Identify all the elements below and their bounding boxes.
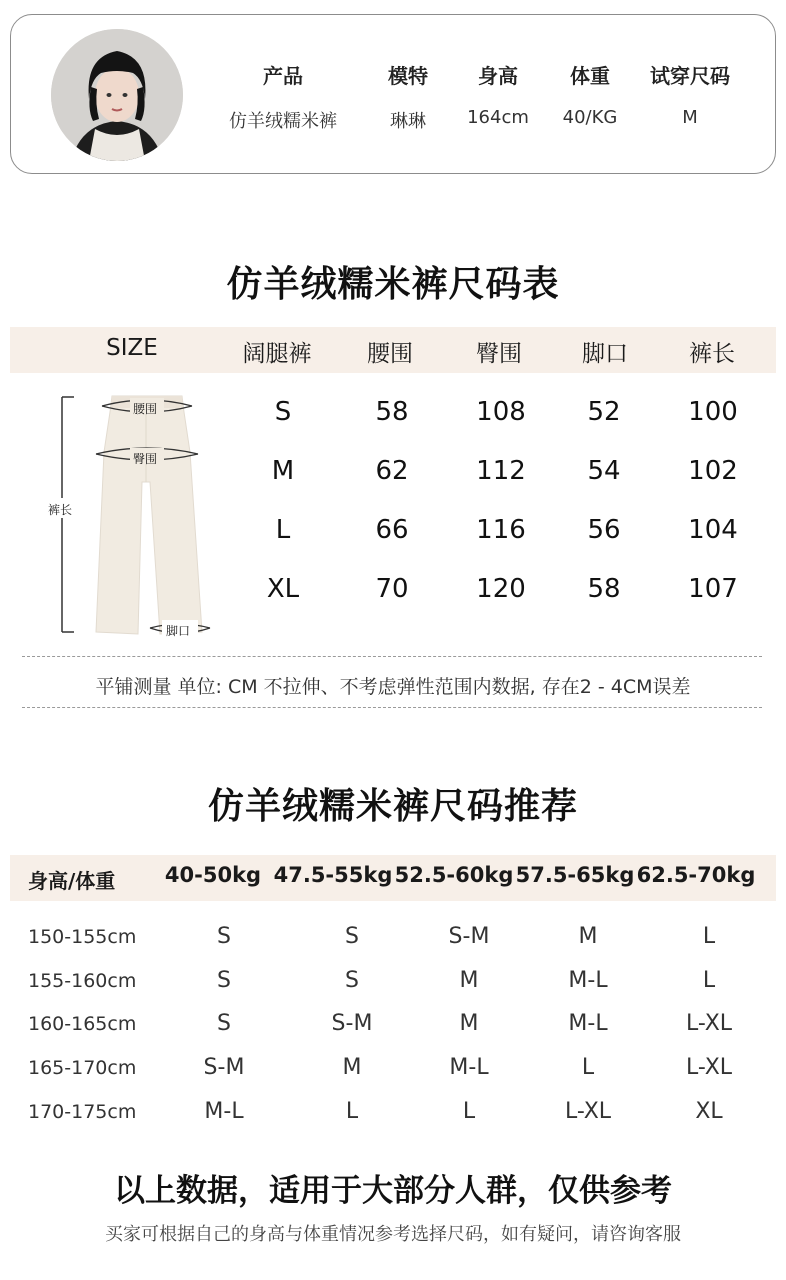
- size-cell: S: [274, 397, 292, 427]
- diagram-label-hip: 臀围: [133, 452, 158, 466]
- recommend-cell: M: [459, 968, 479, 993]
- model-card-model: 琳琳: [390, 111, 426, 132]
- recommend-cell: L: [702, 968, 716, 993]
- size-row-xl: [0, 574, 786, 614]
- recommend-cell: M-L: [449, 1055, 489, 1080]
- divider-bottom: [22, 707, 762, 708]
- diagram-label-length: 裤长: [48, 503, 73, 517]
- weight-range: 40-50kg: [164, 863, 262, 887]
- model-card-height: 164cm: [467, 107, 529, 128]
- recommend-cell: S-M: [331, 1011, 373, 1036]
- recommend-cell: L: [581, 1055, 595, 1080]
- recommend-cell: M-L: [204, 1099, 244, 1124]
- recommend-cell: S: [345, 924, 359, 949]
- recommend-title: 仿羊绒糯米裤尺码推荐: [207, 786, 578, 827]
- height-range: 165-170cm: [28, 1057, 137, 1079]
- recommend-cell: M: [342, 1055, 362, 1080]
- recommend-cell: M-L: [568, 968, 608, 993]
- recommend-cell: S: [217, 1011, 231, 1036]
- weight-range: 52.5-60kg: [394, 863, 514, 887]
- recommend-cell: L: [702, 924, 716, 949]
- size-cell: 112: [476, 456, 526, 486]
- recommend-header: [10, 855, 776, 901]
- diagram-label-waist: 腰围: [133, 402, 158, 416]
- height-range: 160-165cm: [28, 1013, 137, 1035]
- recommend-cell: L-XL: [685, 1011, 733, 1036]
- model-card-product: 仿羊绒糯米裤: [229, 111, 337, 132]
- footer-note: 买家可根据自己的身高与体重情况参考选择尺码，如有疑问，请咨询客服: [105, 1224, 681, 1245]
- recommend-cell: M: [459, 1011, 479, 1036]
- recommend-row: [0, 1099, 786, 1129]
- recommend-row: [0, 1011, 786, 1041]
- size-header-style: 阔腿裤: [242, 341, 312, 367]
- recommend-cell: L: [345, 1099, 359, 1124]
- size-cell: 107: [688, 574, 738, 604]
- recommend-cell: S: [217, 924, 231, 949]
- recommend-cell: L-XL: [685, 1055, 733, 1080]
- recommend-row: [0, 968, 786, 998]
- weight-range: 57.5-65kg: [515, 863, 635, 887]
- size-cell: 52: [587, 397, 621, 427]
- size-cell: 66: [375, 515, 409, 545]
- size-cell: 120: [476, 574, 526, 604]
- size-row-m: [0, 456, 786, 496]
- recommend-row: [0, 1055, 786, 1085]
- size-cell: 100: [688, 397, 738, 427]
- recommend-cell: L: [462, 1099, 476, 1124]
- size-cell: 116: [476, 515, 526, 545]
- size-cell: 58: [375, 397, 409, 427]
- size-cell: 62: [375, 456, 409, 486]
- size-header-hem: 脚口: [582, 341, 628, 367]
- model-card-weight: 40/KG: [562, 107, 618, 128]
- recommend-cell: S-M: [203, 1055, 245, 1080]
- recommend-cell: S-M: [448, 924, 490, 949]
- footer-disclaimer: 以上数据，适用于大部分人群，仅供参考: [114, 1173, 672, 1209]
- size-header-hip: 臀围: [476, 341, 522, 367]
- size-cell: M: [271, 456, 295, 486]
- size-chart-header: [10, 327, 776, 373]
- recommend-cell: M: [578, 924, 598, 949]
- size-row-s: [0, 397, 786, 437]
- recommend-cell: S: [345, 968, 359, 993]
- recommend-corner-label: 身高/体重: [28, 869, 116, 893]
- weight-range: 47.5-55kg: [273, 863, 393, 887]
- model-card-header-height: 身高: [478, 64, 518, 88]
- height-range: 150-155cm: [28, 926, 137, 948]
- divider-top: [22, 656, 762, 657]
- model-avatar: [51, 29, 183, 161]
- size-chart-title: 仿羊绒糯米裤尺码表: [226, 264, 560, 305]
- size-cell: 70: [375, 574, 409, 604]
- size-cell: 58: [587, 574, 621, 604]
- height-range: 155-160cm: [28, 970, 137, 992]
- size-cell: 54: [587, 456, 621, 486]
- height-range: 170-175cm: [28, 1101, 137, 1123]
- model-card-size: M: [682, 107, 698, 128]
- model-info-card: [10, 14, 776, 174]
- size-row-l: [0, 515, 786, 555]
- size-header-length: 裤长: [689, 341, 735, 367]
- size-cell: 104: [688, 515, 738, 545]
- size-cell: XL: [266, 574, 300, 604]
- weight-range: 62.5-70kg: [636, 863, 756, 887]
- diagram-label-hem: 脚口: [166, 624, 191, 638]
- model-card-header-size: 试穿尺码: [650, 64, 730, 88]
- model-card-header-model: 模特: [388, 64, 428, 88]
- recommend-cell: M-L: [568, 1011, 608, 1036]
- size-cell: L: [275, 515, 291, 545]
- size-header-size: SIZE: [106, 335, 158, 361]
- recommend-cell: L-XL: [564, 1099, 612, 1124]
- recommend-cell: S: [217, 968, 231, 993]
- size-cell: 102: [688, 456, 738, 486]
- model-photo-illustration: [51, 29, 183, 161]
- measurement-note: 平铺测量 单位: CM 不拉伸、不考虑弹性范围内数据, 存在2 - 4CM误差: [95, 676, 691, 698]
- model-card-header-weight: 体重: [570, 64, 610, 88]
- size-cell: 108: [476, 397, 526, 427]
- model-card-header-product: 产品: [263, 64, 303, 88]
- recommend-cell: XL: [695, 1099, 723, 1124]
- size-cell: 56: [587, 515, 621, 545]
- recommend-row: [0, 924, 786, 954]
- size-header-waist: 腰围: [367, 341, 413, 367]
